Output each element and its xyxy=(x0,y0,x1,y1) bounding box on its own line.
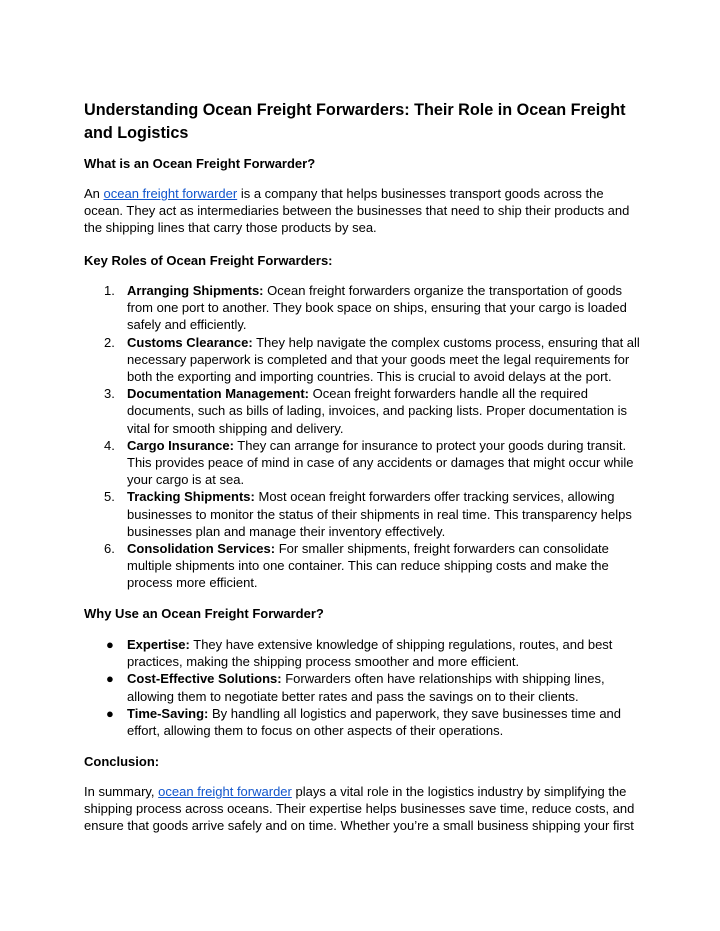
list-item xyxy=(84,705,644,739)
list-number: 2. xyxy=(104,334,115,350)
list-item xyxy=(84,437,644,489)
list-item-label: Customs Clearance: xyxy=(127,334,253,350)
conclusion-prefix: In summary, xyxy=(84,784,159,799)
list-item xyxy=(84,385,644,437)
heading-why-use: Why Use an Ocean Freight Forwarder? xyxy=(84,606,324,621)
key-roles-list xyxy=(84,282,644,592)
list-item xyxy=(84,334,644,386)
heading-key-roles: Key Roles of Ocean Freight Forwarders: xyxy=(84,253,333,268)
why-use-list xyxy=(84,636,644,739)
ocean-freight-forwarder-link[interactable]: ocean freight forwarder xyxy=(158,784,292,799)
list-item-text: They have extensive knowledge of shipping regulations, routes, and best practices, making the shipping process smoother and more efficient. xyxy=(127,637,613,670)
list-item-text: They help navigate the complex customs process, ensuring that all necessary paperwork is completed and that your goods meet the legal requirements for both the exporting and importing countries. This is crucial to avoid delays at the port. xyxy=(127,334,640,385)
list-number: 1. xyxy=(104,283,115,298)
list-item xyxy=(84,636,644,670)
list-item-label: Arranging Shipments: xyxy=(127,283,264,298)
list-item-label: Cargo Insurance: xyxy=(127,437,234,453)
list-item xyxy=(84,670,644,704)
list-item-text: Ocean freight forwarders handle all the required documents, such as bills of lading, invoices, and packing lists. Proper documentation is vital for smooth shipping and delivery. xyxy=(127,386,628,436)
conclusion-paragraph xyxy=(84,783,644,835)
list-number: 6. xyxy=(104,541,115,557)
ocean-freight-forwarder-link[interactable]: ocean freight forwarder xyxy=(103,186,238,201)
bullet-icon: ● xyxy=(106,705,114,721)
heading-what-is: What is an Ocean Freight Forwarder? xyxy=(84,156,316,171)
heading-conclusion: Conclusion: xyxy=(84,754,160,769)
list-item-text: Ocean freight forwarders organize the transportation of goods from one port to another. They book space on ships, ensuring that your cargo is loaded safely and efficiently. xyxy=(127,283,627,333)
list-item xyxy=(84,488,644,540)
list-number: 5. xyxy=(104,489,115,505)
list-item-label: Expertise: xyxy=(127,637,190,652)
document-title: Understanding Ocean Freight Forwarders: Their Role in Ocean Freight and Logistics xyxy=(84,101,626,142)
list-item-text: They can arrange for insurance to protect your goods during transit. This provides peace of mind in case of any accidents or damages that might occur while your cargo is at sea. xyxy=(127,437,634,488)
list-item-label: Time-Saving: xyxy=(127,705,209,721)
list-item-label: Documentation Management: xyxy=(127,386,310,402)
list-item xyxy=(84,282,644,334)
list-item-text: Forwarders often have relationships with shipping lines, allowing them to negotiate better rates and pass the savings on to their clients. xyxy=(127,671,605,704)
bullet-icon: ● xyxy=(106,637,114,652)
list-item-label: Cost-Effective Solutions: xyxy=(127,671,282,687)
conclusion-suffix: plays a vital role in the logistics industry by simplifying the shipping process across oceans. Their expertise helps businesses save time, reduce costs, and ensure that goods arrive safely and on time. Whether you’re a small business shipping your first xyxy=(84,784,635,834)
bullet-icon: ● xyxy=(106,671,114,687)
list-number: 3. xyxy=(104,386,115,402)
list-item-label: Tracking Shipments: xyxy=(127,489,255,505)
intro-paragraph xyxy=(84,185,644,237)
intro-prefix: An xyxy=(84,186,104,201)
list-item-text: For smaller shipments, freight forwarders can consolidate multiple shipments into one container. This can reduce shipping costs and make the process more efficient. xyxy=(127,541,609,591)
list-item-text: Most ocean freight forwarders offer tracking services, allowing businesses to monitor the status of their shipments in real time. This transparency helps businesses plan and manage their inventory effectively. xyxy=(127,489,632,539)
list-item-text: By handling all logistics and paperwork, they save businesses time and effort, allowing them to focus on other aspects of their operations. xyxy=(127,705,622,739)
list-item-label: Consolidation Services: xyxy=(127,541,276,557)
list-item xyxy=(84,540,644,592)
intro-suffix: is a company that helps businesses transport goods across the ocean. They act as intermediaries between the businesses that need to ship their products and the shipping lines that carry those products by sea. xyxy=(84,186,630,236)
list-number: 4. xyxy=(104,437,115,453)
